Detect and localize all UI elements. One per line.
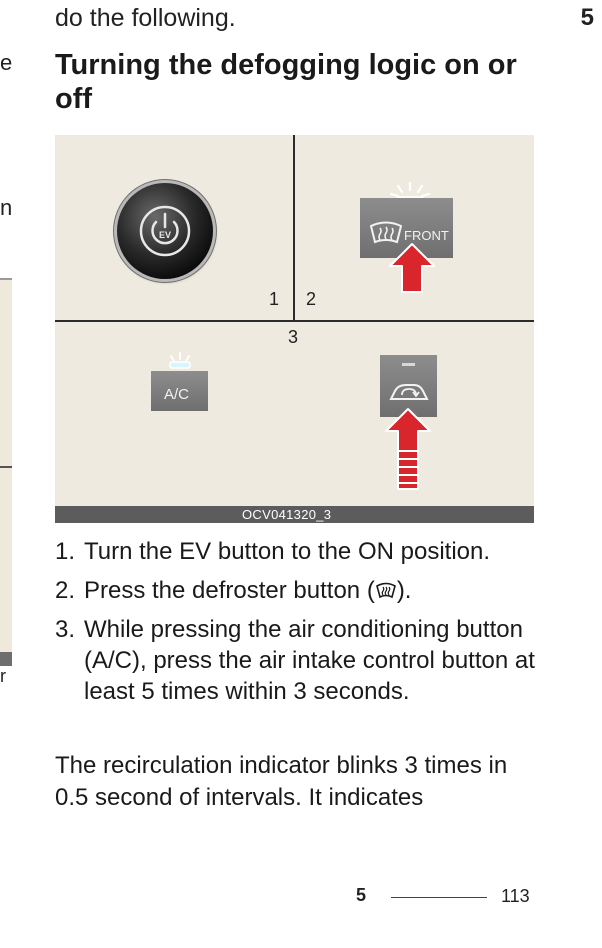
steps-list xyxy=(55,536,545,715)
ev-power-button[interactable] xyxy=(117,183,213,279)
list-item xyxy=(55,614,545,707)
body-paragraph: The recirculation indicator blinks 3 times in 0.5 second of intervals. It indicates xyxy=(55,752,508,811)
left-column-fragment: n xyxy=(0,195,13,220)
step-text: Turn the EV button to the ON position. xyxy=(84,538,491,565)
figure-code: OCV041320_3 xyxy=(242,507,332,522)
footer-section-number: 5 xyxy=(356,885,367,905)
step-number: 2. xyxy=(55,577,76,604)
page-number: 113 xyxy=(501,886,530,906)
step-number: 1. xyxy=(55,538,76,565)
front-label: FRONT xyxy=(404,228,449,243)
continued-text: do the following. xyxy=(55,4,236,32)
ev-label: EV xyxy=(158,230,172,240)
step-text: While pressing the air conditioning button (A/C), press the air intake control button at least 5 times within 3 seconds. xyxy=(84,616,535,705)
footer-divider xyxy=(391,897,487,898)
illustration xyxy=(55,135,534,523)
indicator-glow-icon xyxy=(164,351,196,373)
recirculation-icon xyxy=(388,379,430,405)
indicator-light xyxy=(402,363,415,366)
marker-1: 1 xyxy=(269,289,280,309)
power-icon xyxy=(139,205,191,257)
left-column-fragment: e xyxy=(0,50,13,75)
list-item xyxy=(55,575,545,606)
section-heading: Turning the defogging logic on or off xyxy=(55,49,517,115)
divider-horizontal xyxy=(55,320,534,322)
marker-3: 3 xyxy=(288,327,299,347)
step-text: Press the defroster button ( xyxy=(84,577,375,604)
step-text: ). xyxy=(396,577,412,604)
ac-button[interactable] xyxy=(151,371,208,411)
left-column-fragment: r xyxy=(0,666,6,686)
marker-2: 2 xyxy=(306,289,317,309)
press-arrow-icon xyxy=(388,242,436,294)
divider-vertical xyxy=(293,135,295,321)
caption-bar xyxy=(0,652,12,666)
defrost-icon xyxy=(375,582,397,600)
step-number: 3. xyxy=(55,616,76,643)
ac-label: A/C xyxy=(164,386,190,403)
left-column-figure-edge xyxy=(0,278,12,666)
divider xyxy=(0,466,12,468)
chapter-number: 5 xyxy=(580,4,594,31)
repeated-press-arrow-icon xyxy=(383,407,433,491)
list-item xyxy=(55,536,545,567)
